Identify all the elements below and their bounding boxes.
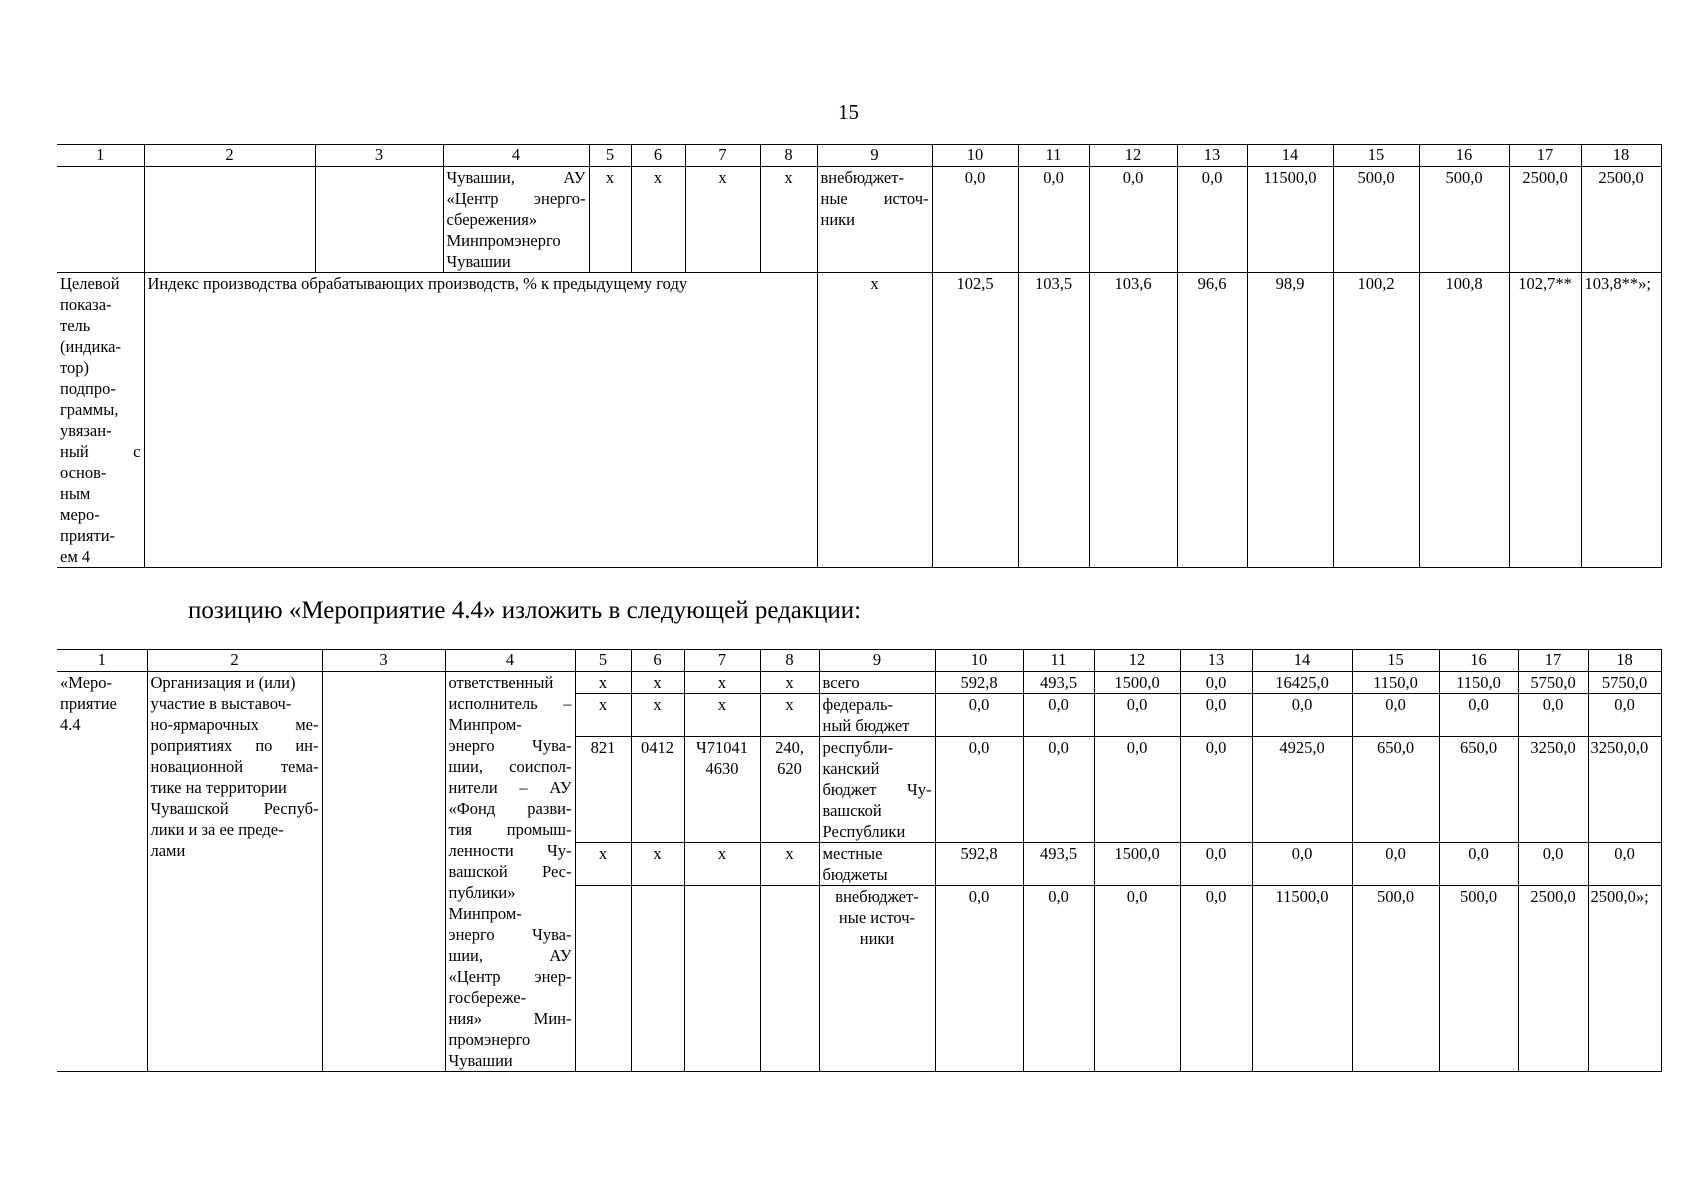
text-line: ния» Мин- — [448, 1009, 572, 1028]
value-cell: 0,0 — [1588, 843, 1661, 886]
value-cell: 0,0 — [935, 694, 1023, 737]
column-number: 16 — [1439, 650, 1518, 672]
column-number: 13 — [1177, 145, 1247, 167]
column-number: 14 — [1252, 650, 1352, 672]
column-number: 4 — [443, 145, 589, 167]
code-cell: x — [575, 672, 631, 694]
value-cell: 0,0 — [1352, 694, 1439, 737]
value-cell: 0,0 — [1352, 843, 1439, 886]
column-number: 5 — [589, 145, 631, 167]
code-cell: x — [760, 843, 819, 886]
column-number: 7 — [685, 145, 760, 167]
column-number: 7 — [684, 650, 760, 672]
funding-row-total — [57, 672, 1661, 694]
text-line: Минпром- — [448, 715, 522, 734]
empty-cell — [57, 167, 144, 273]
column-number: 3 — [322, 650, 445, 672]
text-line: вашской — [822, 801, 882, 820]
column-number-row — [57, 650, 1661, 672]
text-line: промэнерго — [448, 1030, 531, 1049]
value-cell: 493,5 — [1023, 672, 1094, 694]
text-line: лами — [150, 841, 186, 860]
source-cell — [819, 737, 935, 843]
text-line: внебюджет- — [820, 168, 904, 187]
value-cell: 103,6 — [1089, 273, 1177, 568]
text-line: федераль- — [822, 695, 893, 714]
empty-cell — [315, 167, 443, 273]
column-number: 12 — [1094, 650, 1180, 672]
text-line: шии, АУ — [448, 946, 572, 965]
value-cell: 100,8 — [1419, 273, 1509, 568]
column-number: 16 — [1419, 145, 1509, 167]
column-number: 3 — [315, 145, 443, 167]
text-line: всего — [822, 673, 860, 692]
text-line: ный бюджет — [822, 716, 910, 735]
text-line: лики и за ее преде- — [150, 820, 284, 839]
text-line: «Фонд разви- — [448, 799, 572, 818]
value-cell: 11500,0 — [1252, 886, 1352, 1072]
value-cell: 0,0 — [1089, 167, 1177, 273]
column-number: 11 — [1023, 650, 1094, 672]
value-cell: 0,0 — [1023, 737, 1094, 843]
column-number: 15 — [1352, 650, 1439, 672]
text-line: приятие — [60, 694, 117, 713]
text-line: госбереже- — [448, 988, 527, 1007]
measure-name-cell — [147, 672, 322, 1072]
text-line: ники — [820, 210, 856, 229]
text-line: основ- — [60, 463, 107, 482]
value-cell: 0,0 — [1180, 694, 1252, 737]
value-cell: 100,2 — [1333, 273, 1419, 568]
code-cell: x — [760, 167, 817, 273]
text-line: нители – АУ — [448, 778, 572, 797]
source-cell — [819, 672, 935, 694]
text-line: новационной тема- — [150, 757, 319, 776]
value-cell: 11500,0 — [1247, 167, 1333, 273]
column-number: 17 — [1518, 650, 1588, 672]
empty-cell — [322, 672, 445, 1072]
text-line: энерго Чува- — [448, 925, 572, 944]
source-cell — [819, 886, 935, 1072]
code-cell: x — [817, 273, 932, 568]
text-line: но-ярмарочных ме- — [150, 715, 319, 734]
column-number: 1 — [57, 650, 147, 672]
value-cell: 102,7** — [1509, 273, 1581, 568]
text-line: Республики — [822, 822, 906, 841]
value-cell: 0,0 — [1094, 694, 1180, 737]
amendment-intro-text: позицию «Мероприятие 4.4» изложить в следующей редакции: — [188, 597, 862, 624]
value-cell: 102,5 — [932, 273, 1018, 568]
value-cell: 500,0 — [1352, 886, 1439, 1072]
column-number: 14 — [1247, 145, 1333, 167]
value-cell: 2500,0 — [1581, 167, 1661, 273]
text-line: Организация и (или) — [150, 673, 296, 692]
value-cell: 0,0 — [935, 737, 1023, 843]
indicator-label-cell — [57, 273, 144, 568]
text-line: канский — [822, 759, 880, 778]
code-cell: 0412 — [631, 737, 684, 843]
value-cell: 0,0 — [1252, 843, 1352, 886]
column-number: 10 — [932, 145, 1018, 167]
value-cell: 500,0 — [1439, 886, 1518, 1072]
value-cell: 493,5 — [1023, 843, 1094, 886]
value-cell: 500,0 — [1333, 167, 1419, 273]
text-line: показа- — [60, 295, 112, 314]
text-line: местные — [822, 844, 883, 863]
text-line: прияти- — [60, 526, 116, 545]
value-cell: 650,0 — [1352, 737, 1439, 843]
value-cell: 0,0 — [935, 886, 1023, 1072]
text-line: тель — [60, 316, 91, 335]
text-line: ные источ- — [820, 189, 929, 208]
text-line: Минпромэнерго — [446, 231, 561, 250]
text-line: Чувашской Респуб- — [150, 799, 319, 818]
text-line: ным — [60, 484, 91, 503]
value-cell: 2500,0 — [1509, 167, 1581, 273]
page-number: 15 — [838, 100, 859, 124]
value-cell: 1500,0 — [1094, 672, 1180, 694]
extra-budget-row — [57, 167, 1661, 273]
text-line: меро- — [60, 505, 100, 524]
text-line: внебюджет- — [835, 887, 919, 906]
code-cell: x — [631, 167, 685, 273]
column-number: 8 — [760, 145, 817, 167]
text-line: Чувашии — [446, 252, 511, 271]
value-cell: 0,0 — [1177, 167, 1247, 273]
column-number: 10 — [935, 650, 1023, 672]
measure-label-cell — [57, 672, 147, 1072]
text-line: республи- — [822, 738, 894, 757]
column-number-row — [57, 145, 1661, 167]
text-line: «Меро- — [60, 673, 113, 692]
value-cell: 0,0 — [1023, 694, 1094, 737]
value-cell: 0,0 — [1180, 737, 1252, 843]
column-number: 4 — [445, 650, 575, 672]
code-cell: x — [589, 167, 631, 273]
code-cell: x — [631, 694, 684, 737]
code-cell — [631, 886, 684, 1072]
code-cell: x — [760, 672, 819, 694]
text-line: Минпром- — [448, 904, 522, 923]
value-cell: 103,8**»; — [1581, 273, 1661, 568]
text-line: (индика- — [60, 337, 121, 356]
value-cell: 96,6 — [1177, 273, 1247, 568]
source-cell — [819, 843, 935, 886]
code-cell: x — [684, 672, 760, 694]
text-line: сбережения» — [446, 210, 538, 229]
value-cell: 0,0 — [1023, 886, 1094, 1072]
value-cell: 2500,0 — [1518, 886, 1588, 1072]
value-cell: 5750,0 — [1588, 672, 1661, 694]
column-number: 15 — [1333, 145, 1419, 167]
text-line: публики» — [448, 883, 516, 902]
text-line: подпро- — [60, 379, 116, 398]
text-line: энерго Чува- — [448, 736, 572, 755]
code-cell: x — [684, 694, 760, 737]
text-line: ответственный — [448, 673, 554, 692]
code-cell — [760, 886, 819, 1072]
value-cell: 500,0 — [1419, 167, 1509, 273]
executor-cell — [443, 167, 589, 273]
code-cell: x — [575, 694, 631, 737]
code-cell: x — [685, 167, 760, 273]
value-cell: 0,0 — [1180, 886, 1252, 1072]
code-cell: 821 — [575, 737, 631, 843]
column-number: 8 — [760, 650, 819, 672]
value-cell: 0,0 — [1094, 886, 1180, 1072]
column-number: 9 — [817, 145, 932, 167]
text-line: шии, соиспол- — [448, 757, 572, 776]
code-cell: x — [575, 843, 631, 886]
value-cell: 592,8 — [935, 672, 1023, 694]
column-number: 18 — [1588, 650, 1661, 672]
text-line: тор) — [60, 358, 89, 377]
value-cell: 0,0 — [1439, 694, 1518, 737]
text-line: бюджеты — [822, 865, 888, 884]
value-cell: 5750,0 — [1518, 672, 1588, 694]
code-cell: 240, 620 — [760, 737, 819, 843]
value-cell: 0,0 — [1018, 167, 1089, 273]
text-line: участие в выставоч- — [150, 694, 292, 713]
column-number: 13 — [1180, 650, 1252, 672]
source-cell — [817, 167, 932, 273]
indicator-name-cell: Индекс производства обрабатывающих производств, % к предыдущему году — [144, 273, 817, 568]
code-cell: x — [760, 694, 819, 737]
value-cell: 0,0 — [932, 167, 1018, 273]
column-number: 11 — [1018, 145, 1089, 167]
value-cell: 0,0 — [1180, 672, 1252, 694]
column-number: 6 — [631, 145, 685, 167]
value-cell: 2500,0»; — [1588, 886, 1661, 1072]
value-cell: 1150,0 — [1439, 672, 1518, 694]
value-cell: 0,0 — [1588, 694, 1661, 737]
code-cell: x — [631, 672, 684, 694]
indicator-row — [57, 273, 1661, 568]
value-cell: 98,9 — [1247, 273, 1333, 568]
text-line: 4.4 — [60, 715, 81, 734]
value-cell: 1150,0 — [1352, 672, 1439, 694]
measure-4-4-table — [57, 649, 1662, 1072]
empty-cell — [144, 167, 315, 273]
text-line: бюджет Чу- — [822, 780, 932, 799]
program-table-continuation — [57, 144, 1662, 568]
text-line: ный с — [60, 442, 141, 461]
text-line: Чувашии, АУ — [446, 168, 586, 187]
text-line: тия промыш- — [448, 820, 572, 839]
text-line: «Центр энерго- — [446, 189, 586, 208]
value-cell: 3250,0,0 — [1588, 737, 1661, 843]
text-line: «Центр энер- — [448, 967, 572, 986]
column-number: 12 — [1089, 145, 1177, 167]
value-cell: 3250,0 — [1518, 737, 1588, 843]
column-number: 1 — [57, 145, 144, 167]
source-cell — [819, 694, 935, 737]
value-cell: 0,0 — [1180, 843, 1252, 886]
text-line: увязан- — [60, 421, 112, 440]
text-line: исполнитель – — [448, 694, 572, 713]
column-number: 6 — [631, 650, 684, 672]
value-cell: 592,8 — [935, 843, 1023, 886]
text-line: Чувашии — [448, 1051, 513, 1070]
text-line: тике на территории — [150, 778, 287, 797]
text-line: вашской Рес- — [448, 862, 572, 881]
code-cell — [684, 886, 760, 1072]
column-number: 18 — [1581, 145, 1661, 167]
code-cell: Ч71041 4630 — [684, 737, 760, 843]
text-line: ленности Чу- — [448, 841, 572, 860]
text-line: ные источ- — [838, 908, 916, 927]
value-cell: 16425,0 — [1252, 672, 1352, 694]
column-number: 2 — [144, 145, 315, 167]
column-number: 9 — [819, 650, 935, 672]
value-cell: 0,0 — [1439, 843, 1518, 886]
code-cell: x — [631, 843, 684, 886]
value-cell: 0,0 — [1518, 694, 1588, 737]
value-cell: 0,0 — [1094, 737, 1180, 843]
column-number: 5 — [575, 650, 631, 672]
value-cell: 103,5 — [1018, 273, 1089, 568]
column-number: 2 — [147, 650, 322, 672]
text-line: граммы, — [60, 400, 119, 419]
code-cell — [575, 886, 631, 1072]
value-cell: 0,0 — [1518, 843, 1588, 886]
code-cell: x — [684, 843, 760, 886]
value-cell: 0,0 — [1252, 694, 1352, 737]
value-cell: 650,0 — [1439, 737, 1518, 843]
text-line: ем 4 — [60, 547, 91, 566]
executor-cell — [445, 672, 575, 1072]
text-line: Целевой — [60, 274, 120, 293]
text-line: роприятиях по ин- — [150, 736, 319, 755]
column-number: 17 — [1509, 145, 1581, 167]
value-cell: 4925,0 — [1252, 737, 1352, 843]
value-cell: 1500,0 — [1094, 843, 1180, 886]
text-line: ники — [859, 929, 895, 948]
